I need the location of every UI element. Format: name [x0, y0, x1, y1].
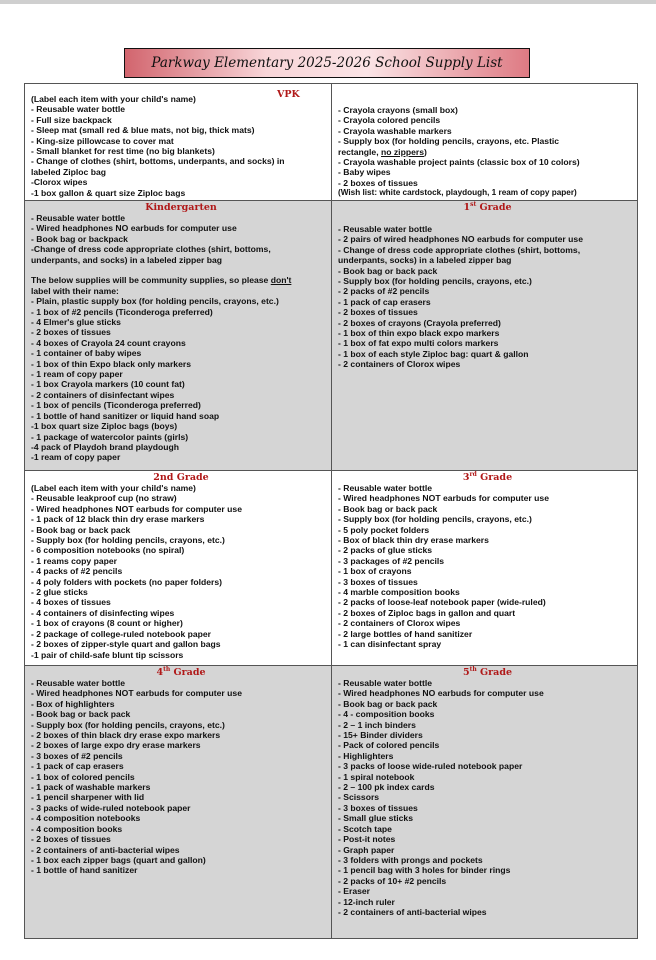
underlined-text: don't	[270, 275, 292, 286]
list-item: - 1 pencil bag with 3 holes for binder rings	[338, 865, 511, 876]
list-item: - Crayola crayons (small box)	[338, 105, 458, 115]
underlined-text: no zippers	[381, 146, 424, 157]
list-item: - 2 boxes of Ziploc bags in gallon and quart	[338, 607, 516, 618]
list-item: underpants, socks) in a labeled zipper bag	[338, 255, 512, 266]
list-item: - 12-inch ruler	[338, 896, 395, 907]
list-item: - Baby wipes	[338, 167, 391, 178]
list-item: - Highlighters	[338, 750, 394, 761]
list-item: - 2 containers of anti-bacterial wipes	[338, 906, 487, 917]
list-item: - 1 box of thin expo black expo markers	[338, 328, 500, 339]
list-item: - 1 can disinfectant spray	[338, 639, 442, 650]
list-item: - 2 – 100 pk index cards	[338, 782, 435, 793]
list-item: - Scissors	[338, 792, 380, 803]
list-item: - Reusable leakproof cup (no straw)	[31, 493, 177, 504]
spacer	[31, 265, 331, 275]
list-item: - King-size pillowcase to cover mat	[31, 135, 174, 146]
list-item: - 2 large bottles of hand sanitizer	[338, 628, 473, 639]
list-item: - 2 boxes of tissues	[338, 177, 418, 188]
first-grade-heading	[338, 202, 637, 213]
list-item: - 6 composition notebooks (no spiral)	[31, 545, 185, 556]
list-item: - 1 bottle of hand sanitizer or liquid hand soap	[31, 410, 220, 421]
list-item: - 4 Elmer's glue sticks	[31, 317, 121, 328]
heading-word: Grade	[476, 472, 513, 483]
list-item: -1 ream of copy paper	[31, 452, 121, 463]
list-item: - 1 box of colored pencils	[31, 771, 135, 782]
page-title: Parkway Elementary 2025-2026 School Supply List	[151, 55, 503, 71]
list-item: - Reusable water bottle	[31, 213, 126, 223]
vpk-left-cell	[25, 84, 331, 200]
list-item: - Wired headphones NO earbuds for computer use	[338, 688, 544, 699]
list-item: - 2 packs of loose-leaf notebook paper (wide-ruled)	[338, 597, 546, 608]
list-item: - 3 folders with prongs and pockets	[338, 854, 483, 865]
list-item: - Supply box (for holding pencils, crayons, etc.)	[31, 535, 225, 546]
heading-word: Grade	[170, 667, 206, 678]
list-item: - 1 box of thin Expo black only markers	[31, 358, 191, 369]
list-item: - 2 boxes of large expo dry erase markers	[31, 740, 201, 751]
kindergarten-list-a	[31, 213, 331, 265]
list-item: - 15+ Binder dividers	[338, 730, 423, 741]
list-item: - 1 pack of cap erasers	[31, 761, 124, 772]
list-item: - 1 box Crayola markers (10 count fat)	[31, 379, 185, 390]
heading-number: 3	[462, 472, 470, 483]
list-item: - 3 packs of wide-ruled notebook paper	[31, 802, 191, 813]
note-text: The below supplies will be community supplies, so please	[31, 275, 271, 286]
list-item: - Wired headphones NO earbuds for computer use	[31, 223, 237, 234]
list-item: - 1 package of watercolor paints (girls)	[31, 431, 189, 442]
list-item: - Book bag or back pack	[338, 265, 438, 276]
list-item: - Change of clothes (shirt, bottoms, underpants, and socks) in	[31, 156, 285, 167]
list-item: - Full size backpack	[31, 114, 112, 125]
list-item: -1 box quart size Ziploc bags (boys)	[31, 421, 178, 432]
list-item: -1 box gallon & quart size Ziploc bags	[31, 187, 186, 198]
list-item: - Wired headphones NOT earbuds for computer use	[338, 493, 549, 504]
heading-suffix: th	[469, 665, 477, 673]
list-item: - 2 boxes of zipper-style quart and gallon bags	[31, 639, 221, 650]
list-item: - 1 bottle of hand sanitizer	[31, 865, 138, 876]
first-grade-cell	[331, 200, 637, 470]
list-item: - Small blanket for rest time (no big blankets)	[31, 146, 215, 157]
list-item: - Crayola colored pencils	[338, 115, 441, 126]
list-item: - 2 packs of #2 pencils	[338, 286, 430, 297]
list-item: - Wired headphones NOT earbuds for computer use	[31, 503, 242, 514]
list-item: - 2 boxes of tissues	[31, 327, 111, 338]
list-item: -1 pair of child-safe blunt tip scissors	[31, 649, 184, 660]
list-item: - Supply box (for holding pencils, crayons, etc.)	[338, 276, 532, 287]
fourth-grade-heading	[31, 667, 331, 678]
item-text: rectangle,	[338, 146, 381, 157]
vpk-heading: VPK	[277, 89, 300, 100]
list-item: - 3 boxes of tissues	[338, 802, 418, 813]
second-grade-cell	[25, 470, 331, 665]
list-item: label with their name:	[31, 285, 119, 296]
list-item: -4 pack of Playdoh brand playdough	[31, 441, 180, 452]
list-item: - 1 box of each style Ziploc bag: quart & gallon	[338, 348, 529, 359]
list-item: - Box of black thin dry erase markers	[338, 535, 489, 546]
list-item: - 4 - composition books	[338, 709, 435, 720]
list-item: - 4 containers of disinfecting wipes	[31, 607, 175, 618]
list-item: (Label each item with your child's name)	[31, 483, 196, 493]
list-item: -Clorox wipes	[31, 177, 88, 188]
list-item: - 1 box each zipper bags (quart and gallon)	[31, 854, 206, 865]
third-grade-list	[338, 483, 637, 650]
list-item: - Book bag or back pack	[31, 524, 131, 535]
fifth-grade-heading	[338, 667, 637, 678]
list-item: - 1 ream of copy paper	[31, 369, 123, 380]
fifth-grade-cell	[331, 665, 637, 938]
list-item	[31, 275, 331, 285]
list-item	[338, 147, 637, 157]
list-item: - Supply box (for holding pencils, crayons, etc. Plastic	[338, 136, 560, 147]
list-item: - 2 boxes of tissues	[338, 307, 418, 318]
list-item: - 3 boxes of #2 pencils	[31, 750, 123, 761]
list-item: - 3 packs of loose wide-ruled notebook paper	[338, 761, 523, 772]
vpk-right-list	[338, 85, 637, 199]
list-item: - Crayola washable markers	[338, 125, 452, 136]
list-item: (Wish list: white cardstock, playdough, 1 ream of copy paper)	[338, 188, 577, 198]
list-item: - 2 boxes of tissues	[31, 834, 111, 845]
list-item: - 2 containers of disinfectant wipes	[31, 389, 175, 400]
fourth-grade-cell	[25, 665, 331, 938]
list-item: - 1 pack of cap erasers	[338, 296, 431, 307]
list-item: (Label each item with your child's name)	[31, 94, 196, 104]
third-grade-cell	[331, 470, 637, 665]
list-item: - Scotch tape	[338, 823, 392, 834]
list-item: - 2 packs of 10+ #2 pencils	[338, 875, 447, 886]
title-banner	[124, 48, 530, 78]
list-item: - Eraser	[338, 886, 371, 897]
heading-word: Grade	[476, 202, 512, 213]
list-item: - 2 package of college-ruled notebook paper	[31, 628, 212, 639]
list-item: - 2 containers of Clorox wipes	[338, 618, 461, 629]
list-item: - Reusable water bottle	[31, 104, 126, 115]
list-item: - 2 pairs of wired headphones NO earbuds for computer use	[338, 234, 583, 245]
fifth-grade-list	[338, 678, 637, 917]
list-item: - 3 packages of #2 pencils	[338, 555, 445, 566]
top-divider	[0, 0, 656, 4]
list-item: - Supply box (for holding pencils, crayons, etc.)	[31, 719, 225, 730]
list-item: - Small glue sticks	[338, 813, 413, 824]
list-item: - Reusable water bottle	[338, 678, 433, 688]
list-item: - Change of dress code appropriate clothes (shirt, bottoms,	[338, 244, 581, 255]
list-item: - 2 containers of Clorox wipes	[338, 359, 461, 370]
kindergarten-community-note	[31, 265, 331, 296]
heading-suffix: rd	[469, 470, 477, 478]
list-item: - Pack of colored pencils	[338, 740, 440, 751]
list-item: - 3 boxes of tissues	[338, 576, 418, 587]
list-item: -Change of dress code appropriate clothes (shirt, bottoms,	[31, 244, 271, 255]
heading-suffix: st	[470, 200, 477, 208]
kindergarten-cell	[25, 200, 331, 470]
list-item: - Box of highlighters	[31, 698, 115, 709]
list-item: - Sleep mat (small red & blue mats, not big, thick mats)	[31, 125, 255, 136]
list-item: - 2 packs of glue sticks	[338, 545, 433, 556]
list-item: - 4 marble composition books	[338, 587, 460, 598]
list-item: - 4 packs of #2 pencils	[31, 566, 123, 577]
list-item: - 1 box of #2 pencils (Ticonderoga preferred)	[31, 306, 213, 317]
list-item: - Supply box (for holding pencils, crayons, etc.)	[338, 514, 532, 525]
list-item: - 2 – 1 inch binders	[338, 719, 416, 730]
list-item: - 1 pencil sharpener with lid	[31, 792, 145, 803]
list-item: - 4 composition books	[31, 823, 123, 834]
list-item: - Reusable water bottle	[338, 224, 433, 234]
list-item: - Book bag or back pack	[338, 503, 438, 514]
list-item: - Graph paper	[338, 844, 395, 855]
list-item: - 4 boxes of tissues	[31, 597, 111, 608]
kindergarten-list-b	[31, 296, 331, 463]
list-item: - Book bag or back pack	[338, 698, 438, 709]
list-item: - Reusable water bottle	[338, 483, 433, 493]
list-item: - Plain, plastic supply box (for holding pencils, crayons, etc.)	[31, 296, 279, 307]
heading-number: 1	[463, 202, 471, 213]
list-item: underpants, and socks) in a labeled zipper bag	[31, 254, 223, 265]
second-grade-list	[31, 483, 331, 660]
list-item: - 2 boxes of crayons (Crayola preferred)	[338, 317, 501, 328]
list-item: - 1 box of fat expo multi colors markers	[338, 338, 499, 349]
vpk-left-list	[31, 85, 331, 198]
item-text-end: )	[423, 146, 427, 157]
list-item: - 1 box of crayons (8 count or higher)	[31, 618, 183, 629]
list-item: - Book bag or back pack	[31, 709, 131, 720]
list-item: - 1 spiral notebook	[338, 771, 415, 782]
list-item: - 2 boxes of thin black dry erase expo markers	[31, 730, 221, 741]
list-item: - 1 container of baby wipes	[31, 348, 142, 359]
list-item: - Post-it notes	[338, 834, 396, 845]
list-item: - 2 containers of anti-bacterial wipes	[31, 844, 180, 855]
list-item: labeled Ziploc bag	[31, 166, 106, 177]
heading-suffix: th	[163, 665, 171, 673]
vpk-right-cell	[331, 84, 637, 200]
kindergarten-heading: Kindergarten	[145, 202, 217, 213]
list-item: - 1 reams copy paper	[31, 555, 117, 566]
list-item: - 2 glue sticks	[31, 587, 88, 598]
list-item: - Book bag or backpack	[31, 233, 128, 244]
list-item: - 1 pack of washable markers	[31, 782, 151, 793]
supply-table	[24, 83, 638, 939]
list-item: - 1 box of pencils (Ticonderoga preferred)	[31, 400, 201, 411]
list-item: - 1 pack of 12 black thin dry erase markers	[31, 514, 205, 525]
first-grade-list	[338, 213, 637, 370]
third-grade-heading	[338, 472, 637, 483]
fourth-grade-list	[31, 678, 331, 876]
heading-number: 5	[462, 667, 470, 678]
heading-word: Grade	[476, 667, 513, 678]
second-grade-heading: 2nd Grade	[153, 472, 209, 483]
heading-number: 4	[156, 667, 164, 678]
list-item: - Reusable water bottle	[31, 678, 126, 688]
list-item: - 4 poly folders with pockets (no paper folders)	[31, 576, 222, 587]
list-item: - 4 boxes of Crayola 24 count crayons	[31, 337, 186, 348]
list-item: - 4 composition notebooks	[31, 813, 141, 824]
list-item: - 5 poly pocket folders	[338, 524, 430, 535]
list-item: - 1 box of crayons	[338, 566, 412, 577]
list-item: - Crayola washable project paints (classic box of 10 colors)	[338, 157, 580, 168]
list-item: - Wired headphones NOT earbuds for computer use	[31, 688, 242, 699]
